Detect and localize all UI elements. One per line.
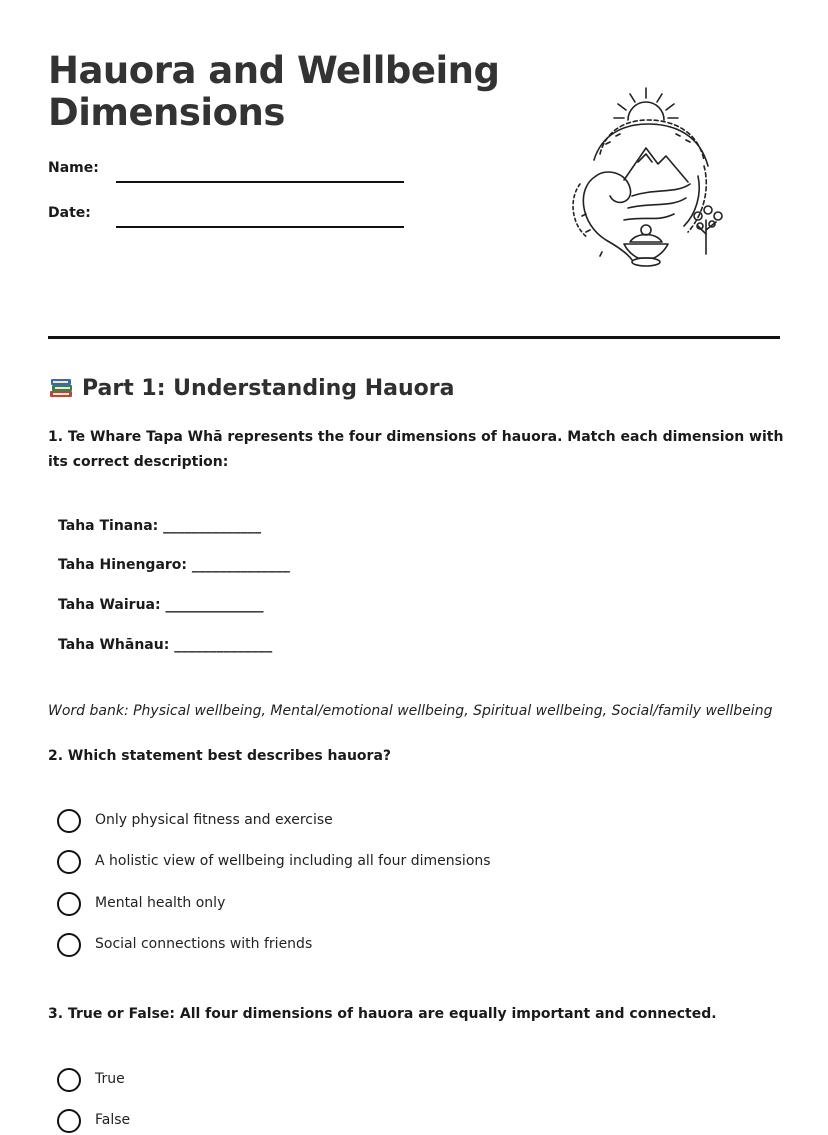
part1-heading (48, 373, 454, 401)
name-line[interactable] (116, 181, 404, 183)
match-item-tinana[interactable]: Taha Tinana: ______________ (58, 518, 262, 534)
date-line[interactable] (116, 226, 404, 228)
hauora-illustration-icon (566, 84, 732, 270)
books-icon (48, 373, 74, 399)
q3-option-false[interactable] (57, 1109, 757, 1135)
date-label: Date: (48, 205, 91, 221)
name-label: Name: (48, 160, 99, 176)
name-field (48, 160, 408, 190)
option-label: A holistic view of wellbeing including all four dimensions (95, 853, 491, 869)
radio-button[interactable] (57, 850, 81, 874)
page-title: Hauora and Wellbeing Dimensions (48, 49, 500, 134)
option-label: True (95, 1071, 125, 1087)
q2-option-3[interactable] (57, 892, 757, 918)
radio-button[interactable] (57, 809, 81, 833)
q2-option-1[interactable] (57, 809, 757, 835)
question-2: 2. Which statement best describes hauora? (48, 748, 392, 764)
radio-button[interactable] (57, 933, 81, 957)
part1-title: Part 1: Understanding Hauora (82, 376, 455, 401)
date-field (48, 205, 408, 235)
match-item-whanau[interactable]: Taha Whānau: ______________ (58, 637, 273, 653)
match-item-hinengaro[interactable]: Taha Hinengaro: ______________ (58, 557, 290, 573)
radio-button[interactable] (57, 1068, 81, 1092)
question-1: 1. Te Whare Tapa Whā represents the four dimensions of hauora. Match each dimension with its correct description: (48, 429, 784, 470)
q3-option-true[interactable] (57, 1068, 757, 1094)
section-divider (48, 336, 780, 339)
option-label: Mental health only (95, 895, 226, 911)
option-label: False (95, 1112, 131, 1128)
q2-option-4[interactable] (57, 933, 757, 959)
radio-button[interactable] (57, 892, 81, 916)
q2-option-2[interactable] (57, 850, 757, 876)
word-bank: Word bank: Physical wellbeing, Mental/emotional wellbeing, Spiritual wellbeing, Social/family wellbeing (48, 703, 773, 719)
match-item-wairua[interactable]: Taha Wairua: ______________ (58, 597, 264, 613)
radio-button[interactable] (57, 1109, 81, 1133)
question-3: 3. True or False: All four dimensions of hauora are equally important and connected. (48, 1006, 717, 1022)
option-label: Social connections with friends (95, 936, 313, 952)
option-label: Only physical fitness and exercise (95, 812, 333, 828)
